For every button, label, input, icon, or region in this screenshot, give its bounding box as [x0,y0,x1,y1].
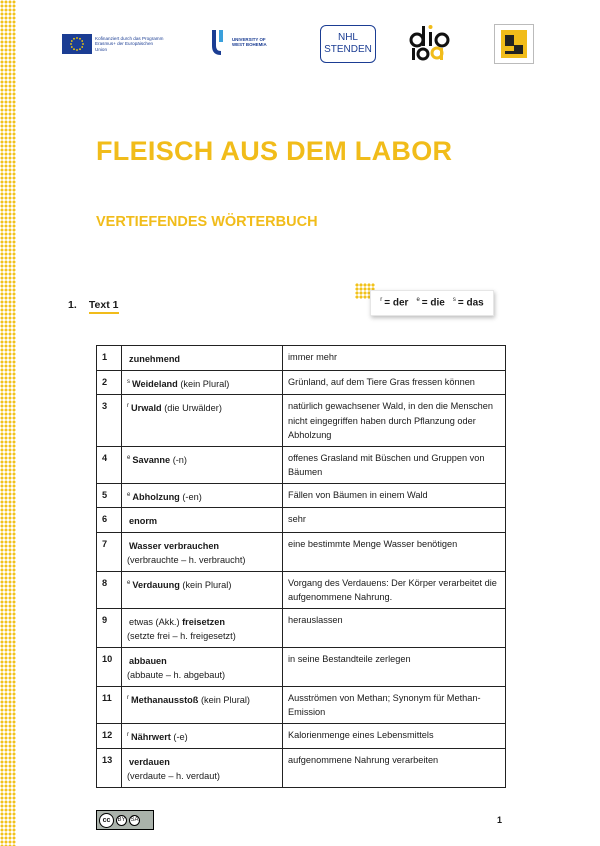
term-cell [122,370,283,395]
decorative-dot-border [0,0,16,846]
erasmus-logo [62,34,165,54]
term: freisetzen [182,616,225,627]
row-number: 2 [97,370,122,395]
sa-icon: SA [129,815,140,826]
meaning-cell: Vorgang des Verdauens: Der Körper verarbeitet die aufgenommene Nahrung. [283,571,506,608]
article-marker: r [127,403,129,410]
row-number: 10 [97,647,122,686]
term-cell [122,446,283,483]
term: Verdauung [132,579,180,590]
cc-license-badge [96,810,154,830]
legend-der: $^r$ = der [380,297,409,309]
meaning-cell: Fällen von Bäumen in einem Wald [283,483,506,508]
term-cell [122,571,283,608]
term: Abholzung [132,491,180,502]
article-marker: e [127,491,131,498]
legend-das: $^s$ = das [452,297,484,309]
eu-flag-icon [62,34,92,54]
term-suffix: (-en) [179,491,202,502]
term-cell [122,483,283,508]
by-icon: BY [116,815,127,826]
table-row [97,446,506,483]
term-suffix: (kein Plural) [198,695,250,705]
term-forms: (verdaute – h. verdaut) [127,771,220,782]
section-number: 1. [68,299,77,311]
page-subtitle: VERTIEFENDES WÖRTERBUCH [96,214,318,230]
term-cell [122,508,283,533]
table-row [97,532,506,571]
term: Methanausstoß [131,695,199,705]
row-number: 9 [97,608,122,647]
table-row [97,571,506,608]
table-row [97,686,506,723]
table-row [97,370,506,395]
term-cell [122,647,283,686]
term-forms: (setzte frei – h. freigesetzt) [127,631,236,642]
term-suffix: (kein Plural) [179,579,232,590]
row-number: 5 [97,483,122,508]
diolog-logo-image [408,22,456,62]
vocabulary-table [96,345,506,788]
article-marker: r [127,694,129,701]
meaning-cell: Grünland, auf dem Tiere Gras fressen können [283,370,506,395]
article-marker: e [127,579,131,586]
meaning-cell: eine bestimmte Menge Wasser benötigen [283,532,506,571]
row-number: 8 [97,571,122,608]
table-row [97,483,506,508]
term-forms: (abbaute – h. abgebaut) [127,670,226,681]
section-heading [68,299,119,311]
meaning-cell: immer mehr [283,346,506,371]
term: Weideland [132,378,178,389]
term-cell [122,346,283,371]
page-title: FLEISCH AUS DEM LABOR [96,136,453,166]
meaning-cell: natürlich gewachsener Wald, in den die Menschen nicht eingegriffen haben durch Pflanzung oder Abholzung [283,395,506,447]
row-number: 4 [97,446,122,483]
page-number: 1 [497,815,503,825]
uwb-emblem-icon [210,28,228,56]
uni-graz-logo [494,24,534,64]
nhl-stenden-logo [320,25,376,63]
row-number: 3 [97,395,122,447]
term: verdauen [129,756,170,767]
term-cell [122,686,283,723]
table-row [97,723,506,748]
article-marker: r [127,731,129,738]
article-marker: s [127,378,130,385]
term: Wasser verbrauchen [129,540,220,551]
uwb-logo [210,28,272,56]
term-suffix: (die Urwälder) [161,403,222,414]
meaning-cell: Kalorienmenge eines Lebensmittels [283,723,506,748]
table-row [97,608,506,647]
row-number: 1 [97,346,122,371]
erasmus-logo-text: Kofinanziert durch das Programm Erasmus+ der Europäischen Union [95,35,164,52]
term-prefix: etwas (Akk.) [129,616,183,627]
table-row [97,395,506,447]
term: Nährwert [131,732,171,742]
cc-icon: cc [99,813,114,828]
term-cell [122,532,283,571]
meaning-cell: sehr [283,508,506,533]
nhl-logo-line2: STENDEN [324,44,372,55]
term-cell [122,723,283,748]
article-legend [370,290,494,316]
uwb-logo-text: UNIVERSITY OF WEST BOHEMIA [232,36,267,47]
nhl-logo-line1: NHL [337,32,358,43]
row-number: 11 [97,686,122,723]
meaning-cell: Ausströmen von Methan; Synonym für Methan-Emission [283,686,506,723]
diolog-logo [408,22,456,67]
term: Urwald [131,403,162,414]
term: Savanne [132,454,171,465]
term: abbauen [129,655,167,666]
term-suffix: (-e) [170,732,188,742]
uni-graz-emblem [495,25,533,63]
term-cell [122,748,283,787]
table-row [97,748,506,787]
table-row [97,647,506,686]
term-suffix: (-n) [170,454,187,465]
meaning-cell: in seine Bestandteile zerlegen [283,647,506,686]
term-cell [122,395,283,447]
meaning-cell: aufgenommene Nahrung verarbeiten [283,748,506,787]
term-suffix: (kein Plural) [177,378,230,389]
term-forms: (verbrauchte – h. verbraucht) [127,555,246,566]
table-row [97,508,506,533]
logo-bar [62,22,542,66]
term-cell [122,608,283,647]
meaning-cell: offenes Grasland mit Büschen und Gruppen von Bäumen [283,446,506,483]
row-number: 12 [97,723,122,748]
term: zunehmend [129,354,181,365]
term: enorm [129,516,158,527]
row-number: 7 [97,532,122,571]
row-number: 6 [97,508,122,533]
meaning-cell: herauslassen [283,608,506,647]
row-number: 13 [97,748,122,787]
legend-die: $^e$ = die [416,297,445,309]
article-marker: e [127,454,131,461]
section-label: Text 1 [89,299,119,314]
table-row [97,346,506,371]
